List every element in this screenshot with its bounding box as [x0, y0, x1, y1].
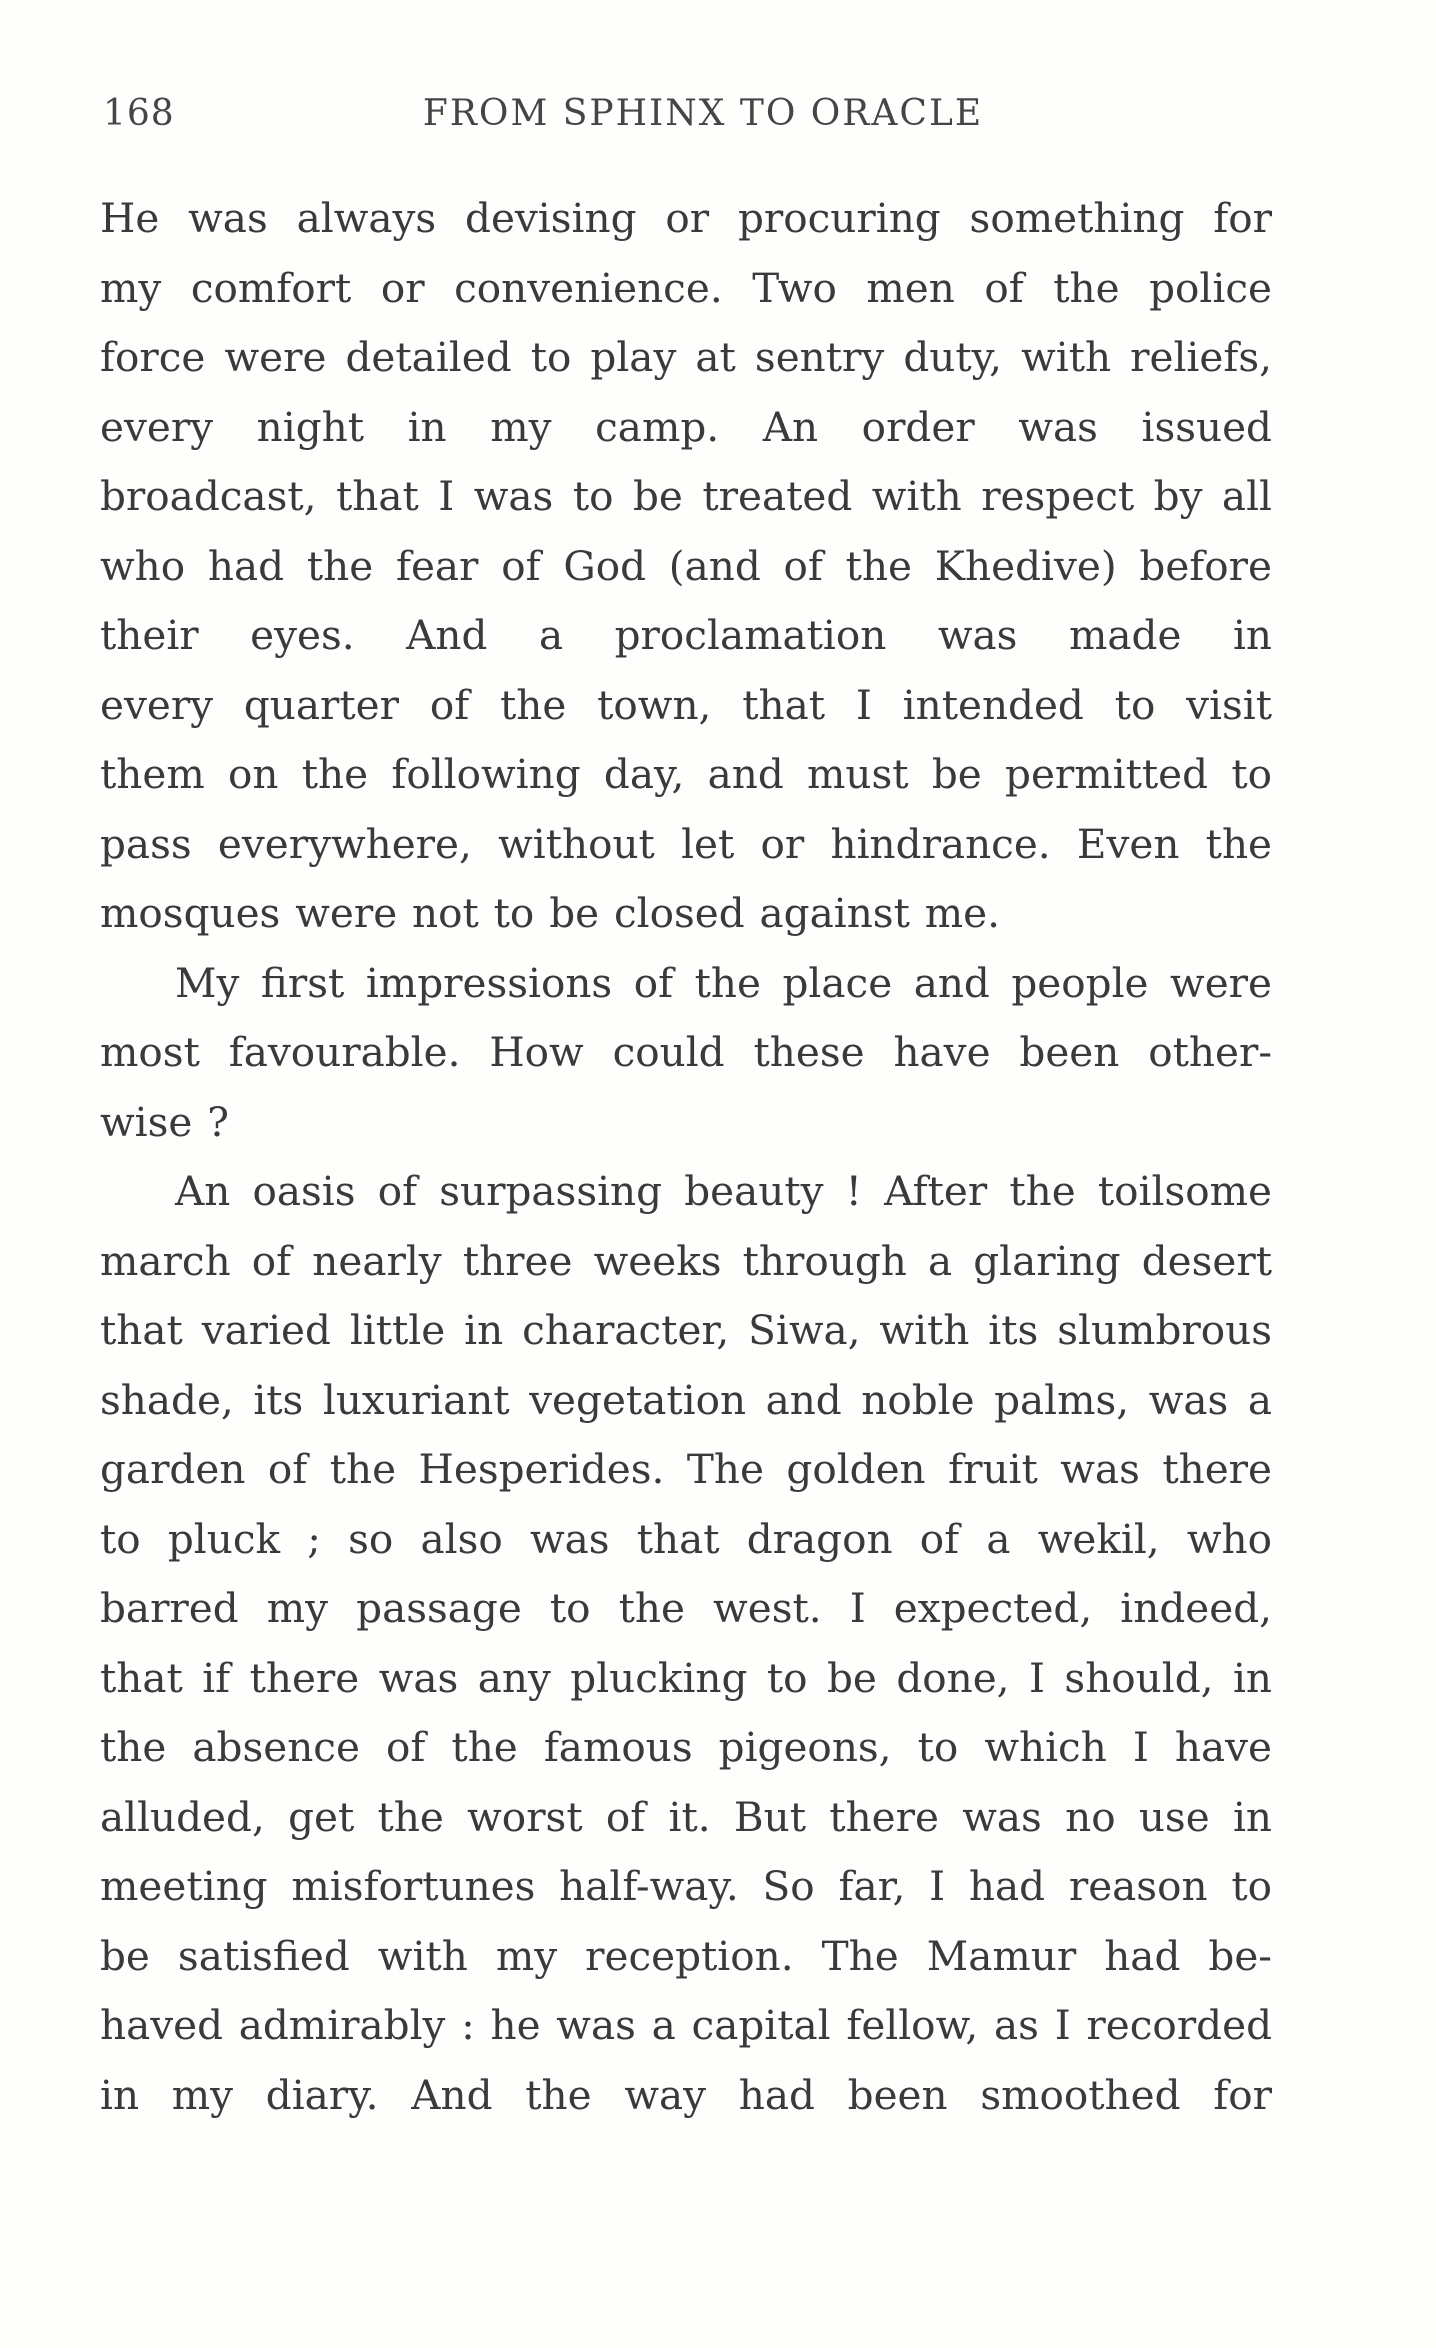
text-line: shade, its luxuriant vegetation and noble palms, was a [100, 1375, 1272, 1424]
running-title: FROM SPHINX TO ORACLE [422, 93, 984, 134]
page-number: 168 [103, 93, 175, 134]
text-line: them on the following day, and must be permitted to [100, 750, 1272, 798]
text-line: the absence of the famous pigeons, to which I have [100, 1723, 1272, 1771]
text-line: most favourable. How could these have been other- [100, 1028, 1272, 1076]
text-line: wise ? [100, 1097, 229, 1146]
text-line: force were detailed to play at sentry duty, with reliefs, [100, 333, 1272, 381]
text-line: pass everywhere, without let or hindrance. Even the [100, 819, 1272, 868]
text-line: barred my passage to the west. I expected, indeed, [100, 1584, 1272, 1632]
text-line: An oasis of surpassing beauty ! After the toilsome [175, 1167, 1272, 1215]
text-line: haved admirably : he was a capital fellow, as I recorded [100, 2001, 1272, 2049]
text-line: who had the fear of God (and of the Khedive) before [100, 541, 1272, 590]
running-head [103, 86, 1273, 142]
body-text [100, 184, 1272, 2130]
text-line: garden of the Hesperides. The golden fruit was there [100, 1445, 1272, 1493]
text-line: that varied little in character, Siwa, with its slumbrous [100, 1306, 1272, 1354]
text-line: that if there was any plucking to be done, I should, in [100, 1653, 1272, 1702]
text-line: their eyes. And a proclamation was made in [100, 611, 1272, 659]
text-line: broadcast, that I was to be treated with respect by all [100, 472, 1272, 520]
text-line: my comfort or convenience. Two men of the police [100, 263, 1272, 312]
text-line: every night in my camp. An order was issued [100, 402, 1272, 451]
text-line: to pluck ; so also was that dragon of a wekil, who [100, 1514, 1272, 1563]
text-line: march of nearly three weeks through a glaring desert [100, 1236, 1272, 1285]
text-line: meeting misfortunes half-way. So far, I had reason to [100, 1862, 1272, 1910]
text-line: in my diary. And the way had been smoothed for [100, 2070, 1272, 2119]
text-line: My first impressions of the place and people were [175, 958, 1272, 1007]
text-line: alluded, get the worst of it. But there was no use in [100, 1792, 1272, 1841]
text-line: mosques were not to be closed against me. [100, 889, 1000, 937]
text-line: every quarter of the town, that I intended to visit [100, 680, 1272, 729]
text-line: He was always devising or procuring something for [100, 194, 1272, 242]
text-line: be satisfied with my reception. The Mamur had be- [100, 1931, 1272, 1980]
